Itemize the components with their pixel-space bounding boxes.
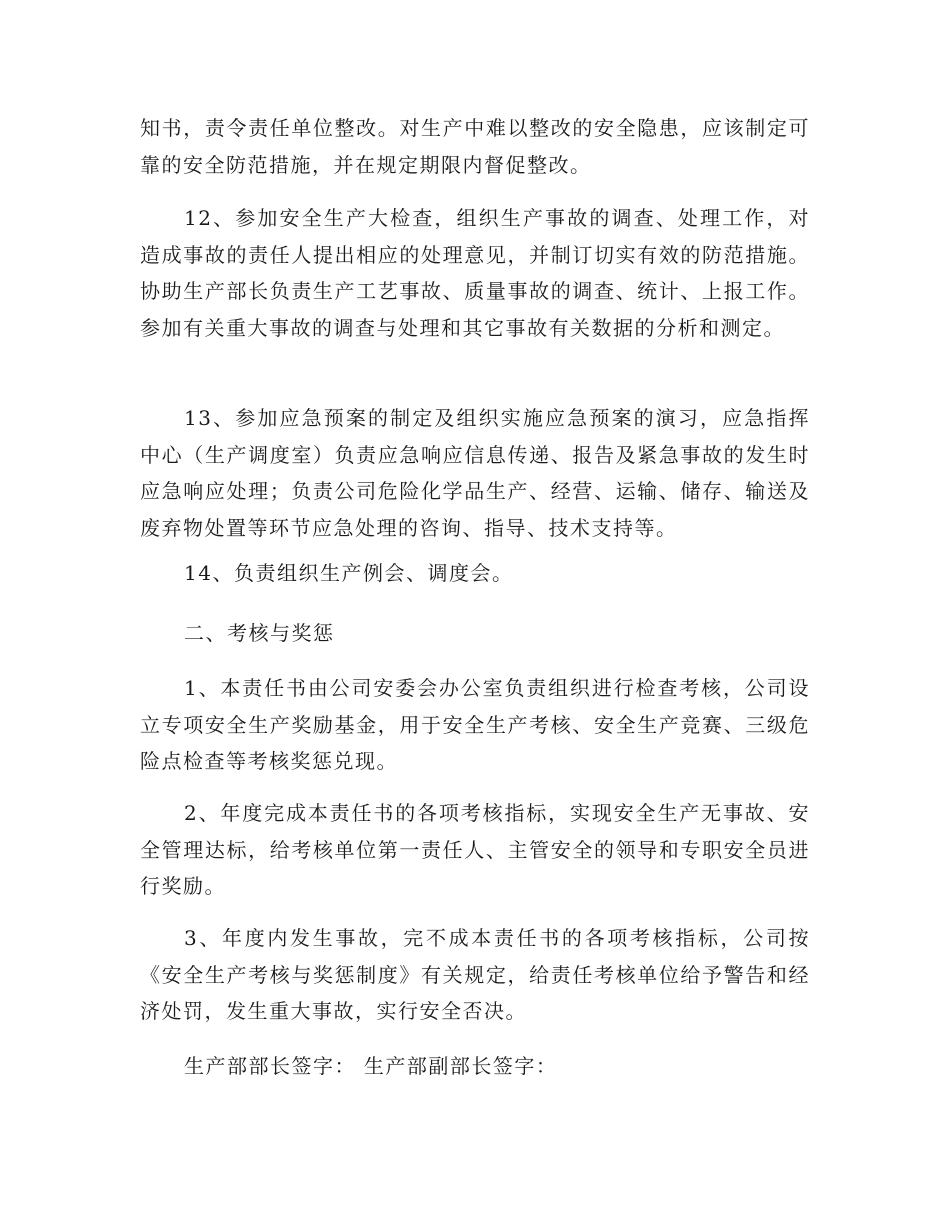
paragraph-continuation: 知书，责令责任单位整改。对生产中难以整改的安全隐患，应该制定可靠的安全防范措施，并在规定期限内督促整改。 — [140, 116, 810, 177]
paragraph-assessment-3: 3、年度内发生事故，完不成本责任书的各项考核指标，公司按《安全生产考核与奖惩制度》有关规定，给责任考核单位给予警告和经济处罚，发生重大事故，实行安全否决。 — [140, 926, 810, 1023]
paragraph-item-14: 14、负责组织生产例会、调度会。 — [184, 561, 514, 585]
paragraph-assessment-1: 1、本责任书由公司安委会办公室负责组织进行检查考核，公司设立专项安全生产奖励基金，用于安全生产考核、安全生产竞赛、三级危险点检查等考核奖惩兑现。 — [140, 676, 810, 773]
paragraph-item-13: 13、参加应急预案的制定及组织实施应急预案的演习，应急指挥中心（生产调度室）负责应急响应信息传递、报告及紧急事故的发生时应急响应处理；负责公司危险化学品生产、经营、运输、储存、输送及废弃物处置等环节应急处理的咨询、指导、技术支持等。 — [140, 406, 810, 540]
paragraph-assessment-2: 2、年度完成本责任书的各项考核指标，实现安全生产无事故、安全管理达标，给考核单位第一责任人、主管安全的领导和专职安全员进行奖励。 — [140, 801, 810, 898]
signature-line: 生产部部长签字： 生产部副部长签字： — [184, 1054, 558, 1078]
paragraph-item-12: 12、参加安全生产大检查，组织生产事故的调查、处理工作，对造成事故的责任人提出相应的处理意见，并制订切实有效的防范措施。协助生产部长负责生产工艺事故、质量事故的调查、统计、上报工作。参加有关重大事故的调查与处理和其它事故有关数据的分析和测定。 — [140, 206, 810, 340]
section-heading-assessment: 二、考核与奖惩 — [184, 621, 335, 645]
